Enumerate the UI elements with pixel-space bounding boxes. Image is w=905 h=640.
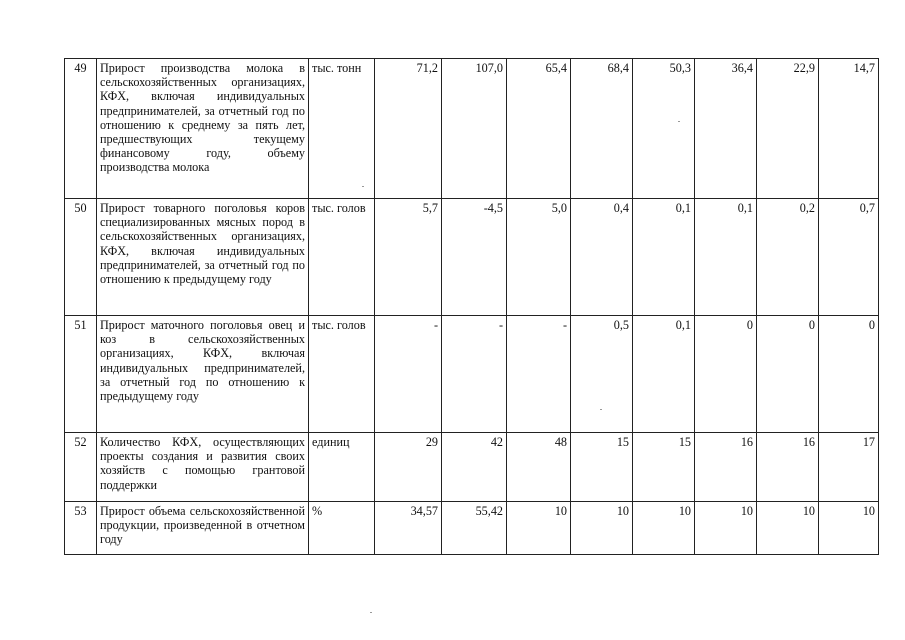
- unit-of-measure: тыс. голов: [309, 199, 375, 316]
- value-cell: 0,1: [633, 316, 695, 433]
- value-cell: 15: [633, 433, 695, 502]
- value-cell: -: [507, 316, 571, 433]
- value-cell: 14,7: [819, 59, 879, 199]
- scan-speck: [678, 121, 680, 122]
- row-number: 52: [65, 433, 97, 502]
- value-cell: 5,7: [375, 199, 442, 316]
- value-cell: 16: [757, 433, 819, 502]
- value-cell: 36,4: [695, 59, 757, 199]
- value-cell: 10: [507, 502, 571, 555]
- table-row: [65, 59, 879, 199]
- unit-of-measure: тыс. тонн: [309, 59, 375, 199]
- value-cell: 0,1: [695, 199, 757, 316]
- value-cell: 29: [375, 433, 442, 502]
- unit-of-measure: единиц: [309, 433, 375, 502]
- value-cell: 68,4: [571, 59, 633, 199]
- value-cell: 0: [695, 316, 757, 433]
- value-cell: 107,0: [442, 59, 507, 199]
- value-cell: 65,4: [507, 59, 571, 199]
- unit-of-measure: тыс. голов: [309, 316, 375, 433]
- value-cell: 34,57: [375, 502, 442, 555]
- indicator-description: Прирост производства молока в сельскохозяйственных организациях, КФХ, включая индивидуальных предпринимателей, за отчетный год по отношению к среднему за пять лет, предшествующих текущему финансовому году, объему производства молока: [97, 59, 309, 199]
- indicator-description: Прирост объема сельскохозяйственной продукции, произведенной в отчетном году: [97, 502, 309, 555]
- row-number: 53: [65, 502, 97, 555]
- scan-speck: [362, 186, 364, 187]
- row-number: 49: [65, 59, 97, 199]
- table-row: [65, 316, 879, 433]
- value-cell: 22,9: [757, 59, 819, 199]
- value-cell: 0,2: [757, 199, 819, 316]
- value-cell: 5,0: [507, 199, 571, 316]
- table-row: [65, 433, 879, 502]
- value-cell: 17: [819, 433, 879, 502]
- row-number: 50: [65, 199, 97, 316]
- value-cell: 0,7: [819, 199, 879, 316]
- value-cell: 10: [757, 502, 819, 555]
- indicator-description: Количество КФХ, осуществляющих проекты создания и развития своих хозяйств с помощью грантовой поддержки: [97, 433, 309, 502]
- value-cell: 10: [819, 502, 879, 555]
- scan-speck: [370, 612, 372, 613]
- value-cell: -: [442, 316, 507, 433]
- indicators-table: [64, 58, 879, 555]
- value-cell: 10: [695, 502, 757, 555]
- scan-speck: [600, 409, 602, 410]
- value-cell: -4,5: [442, 199, 507, 316]
- value-cell: 0: [819, 316, 879, 433]
- row-number: 51: [65, 316, 97, 433]
- table-row: [65, 502, 879, 555]
- value-cell: 15: [571, 433, 633, 502]
- unit-of-measure: %: [309, 502, 375, 555]
- value-cell: 10: [633, 502, 695, 555]
- value-cell: 42: [442, 433, 507, 502]
- indicator-description: Прирост товарного поголовья коров специализированных мясных пород в сельскохозяйственных организациях, КФХ, включая индивидуальных предпринимателей, за отчетный год по отношению к предыдущему году: [97, 199, 309, 316]
- value-cell: 10: [571, 502, 633, 555]
- table-row: [65, 199, 879, 316]
- value-cell: 71,2: [375, 59, 442, 199]
- value-cell: -: [375, 316, 442, 433]
- value-cell: 0,4: [571, 199, 633, 316]
- value-cell: 48: [507, 433, 571, 502]
- value-cell: 16: [695, 433, 757, 502]
- value-cell: 0,1: [633, 199, 695, 316]
- value-cell: 55,42: [442, 502, 507, 555]
- indicator-description: Прирост маточного поголовья овец и коз в сельскохозяйственных организациях, КФХ, включая индивидуальных предпринимателей, за отчетный год по отношению к предыдущему году: [97, 316, 309, 433]
- value-cell: 50,3: [633, 59, 695, 199]
- value-cell: 0,5: [571, 316, 633, 433]
- value-cell: 0: [757, 316, 819, 433]
